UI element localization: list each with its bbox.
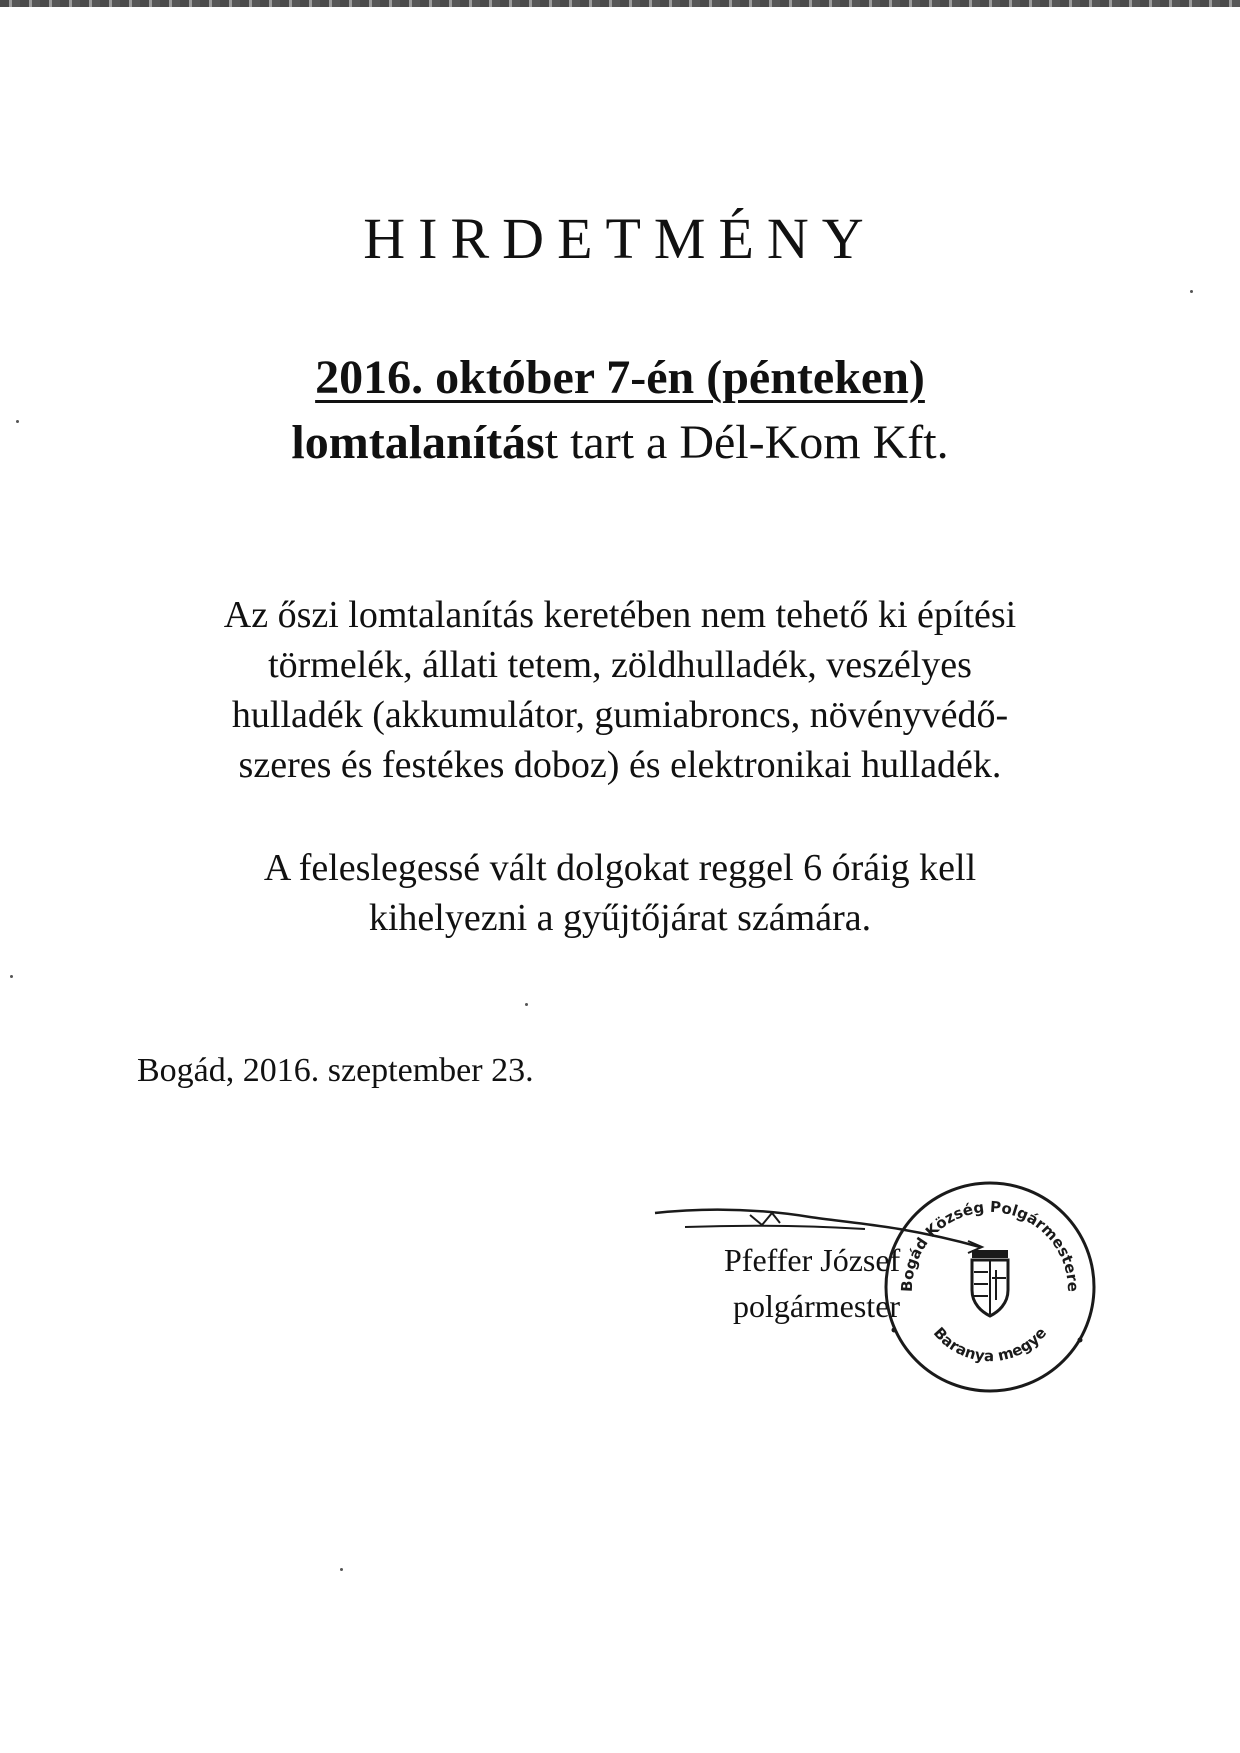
paragraph-line: hulladék (akkumulátor, gumiabroncs, növényvédő- xyxy=(231,694,1009,736)
scan-edge-artifact xyxy=(0,0,1240,7)
announcement-line xyxy=(0,415,1240,470)
scan-speck xyxy=(16,420,19,423)
announcement-rest: t tart a Dél-Kom Kft. xyxy=(544,416,949,469)
document-title: HIRDETMÉNY xyxy=(363,206,877,271)
paragraph-instructions xyxy=(0,843,1240,943)
scan-speck xyxy=(10,975,13,978)
paragraph-line: kihelyezni a gyűjtőjárat számára. xyxy=(368,897,872,939)
signer-role: polgármester xyxy=(733,1288,901,1324)
paragraph-line: Az őszi lomtalanítás keretében nem tehető ki építési xyxy=(223,594,1017,636)
scan-speck xyxy=(340,1568,343,1571)
coat-of-arms-icon xyxy=(972,1250,1008,1316)
event-date: 2016. október 7-én (pénteken) xyxy=(315,351,925,404)
scan-speck xyxy=(1190,290,1193,293)
stamp-text-bottom: Baranya megye xyxy=(929,1323,1051,1366)
paragraph-line: szeres és festékes doboz) és elektronikai hulladék. xyxy=(238,744,1002,786)
paragraph-restrictions xyxy=(0,590,1240,790)
scan-speck xyxy=(525,1003,528,1006)
paragraph-line: törmelék, állati tetem, zöldhulladék, veszélyes xyxy=(268,644,972,686)
signer-name: Pfeffer József xyxy=(724,1242,901,1278)
announcement-bold: lomtalanítás xyxy=(291,416,545,469)
official-stamp xyxy=(880,1180,1100,1395)
place-and-date: Bogád, 2016. szeptember 23. xyxy=(137,1052,534,1089)
stamp-text-top: Bogád Község Polgármestere xyxy=(897,1197,1083,1293)
paragraph-line: A feleslegessé vált dolgokat reggel 6 óráig kell xyxy=(263,847,977,889)
